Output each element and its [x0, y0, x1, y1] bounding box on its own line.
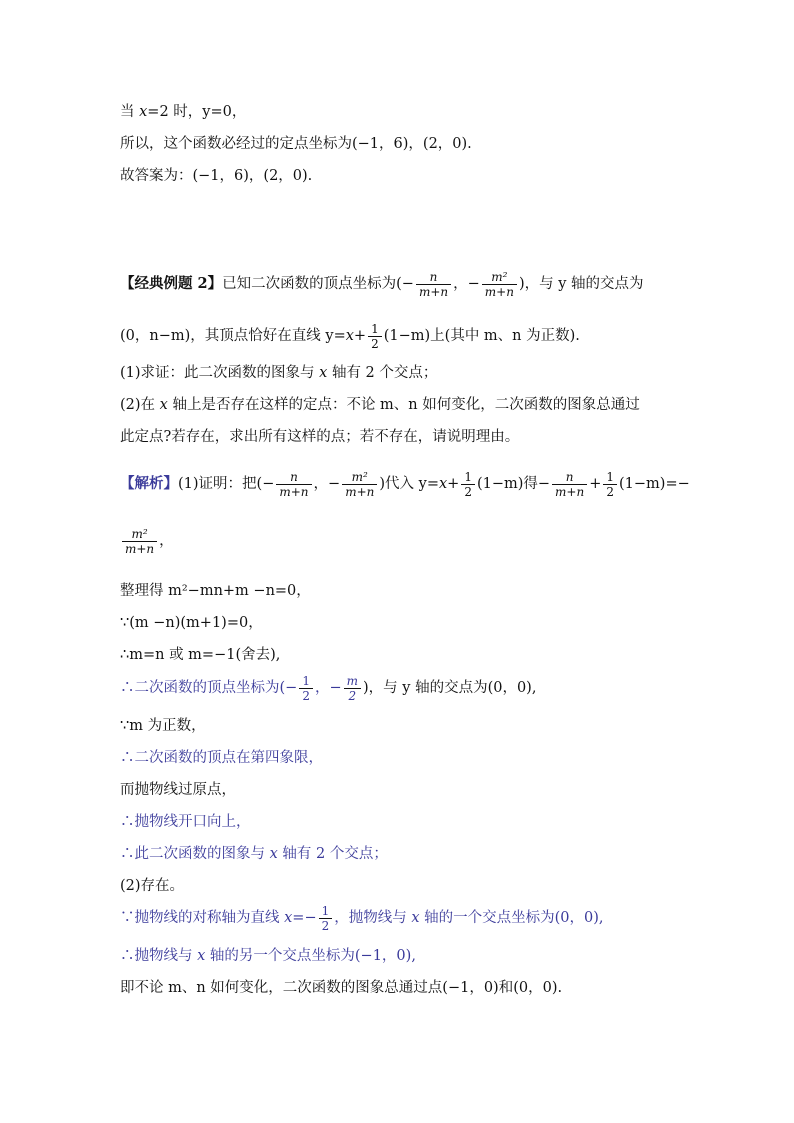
fraction: $\frac{n}{m+n}$ — [276, 470, 311, 499]
question-2-cont: 此定点?若存在，求出所有这样的点；若不存在，请说明理由。 — [120, 429, 520, 445]
intro-line-1: 当 x=2 时，y=0， — [120, 104, 247, 120]
solution-line-12: (2)存在。 — [120, 878, 185, 894]
solution-line-6: ∴二次函数的顶点坐标为(− $\frac{1}{2}$ ，− $\frac{m}{2}$ )，与 y 轴的交点为(0，0), — [120, 673, 537, 703]
example-tag: 【经典例题 2】 — [120, 275, 223, 292]
fraction: $\frac{1}{2}$ — [319, 904, 333, 933]
fraction: $\frac{n}{m+n}$ — [552, 470, 587, 499]
question-2: (2)在 x 轴上是否存在这样的定点：不论 m、n 如何变化，二次函数的图象总通过 — [120, 397, 640, 413]
intro-line-2: 所以，这个函数必经过的定点坐标为(−1，6)，(2，0). — [120, 136, 472, 152]
example-line-2: (0，n−m)，其顶点恰好在直线 y=x+ $\frac{1}{2}$ (1−m)上(其中 m、n 为正数). — [120, 321, 580, 351]
solution-line-7: ∵m 为正数， — [120, 718, 206, 734]
solution-line-13: ∵抛物线的对称轴为直线 x=− $\frac{1}{2}$ ，抛物线与 x 轴的一个交点坐标为(0，0), — [120, 903, 604, 933]
solution-line-9: 而抛物线过原点， — [120, 782, 236, 798]
intro-line-3: 故答案为：(−1，6)，(2，0). — [120, 168, 313, 184]
example-line-1: 【经典例题 2】已知二次函数的顶点坐标为(− $\frac{n}{m+n}$ ，− $\frac{\text{m²}}{m+n}$ )，与 y 轴的交点为 — [120, 269, 644, 299]
solution-line-8: ∴二次函数的顶点在第四象限， — [120, 750, 323, 766]
solution-line-2: $\frac{\text{m²}}{m+n}$ ， — [120, 524, 174, 558]
solution-line-10: ∴抛物线开口向上， — [120, 814, 251, 830]
solution-tag: 【解析】 — [120, 475, 178, 492]
fraction: $\frac{1}{2}$ — [461, 470, 475, 499]
solution-line-5: ∴m=n 或 m=−1(舍去), — [120, 647, 281, 663]
solution-line-11: ∴此二次函数的图象与 x 轴有 2 个交点； — [120, 846, 388, 862]
fraction: $\frac{1}{2}$ — [603, 470, 617, 499]
fraction: $\frac{\text{m²}}{m+n}$ — [342, 470, 377, 499]
fraction: $\frac{\text{m²}}{m+n}$ — [482, 270, 517, 299]
fraction: $\frac{n}{m+n}$ — [416, 270, 451, 299]
solution-line-1: 【解析】(1)证明：把(− $\frac{n}{m+n}$ ，− $\frac{\text{m²}}{m+n}$ )代入 y=x+ $\frac{1}{2}$ (1−m)得− $\frac{n}{m+n}$ + $\frac{1}{2}$ (1−m)=− — [120, 469, 690, 499]
fraction: $\frac{1}{2}$ — [368, 322, 382, 351]
fraction: $\frac{m}{2}$ — [344, 674, 361, 703]
solution-line-4: ∵(m −n)(m+1)=0， — [120, 615, 263, 631]
fraction: $\frac{1}{2}$ — [299, 674, 313, 703]
solution-line-15: 即不论 m、n 如何变化，二次函数的图象总通过点(−1，0)和(0，0). — [120, 980, 563, 996]
solution-line-14: ∴抛物线与 x 轴的另一个交点坐标为(−1，0), — [120, 948, 416, 964]
fraction: $\frac{\text{m²}}{m+n}$ — [122, 527, 157, 556]
question-1: (1)求证：此二次函数的图象与 x 轴有 2 个交点； — [120, 365, 438, 381]
solution-line-3: 整理得 m²−mn+m −n=0， — [120, 583, 311, 599]
